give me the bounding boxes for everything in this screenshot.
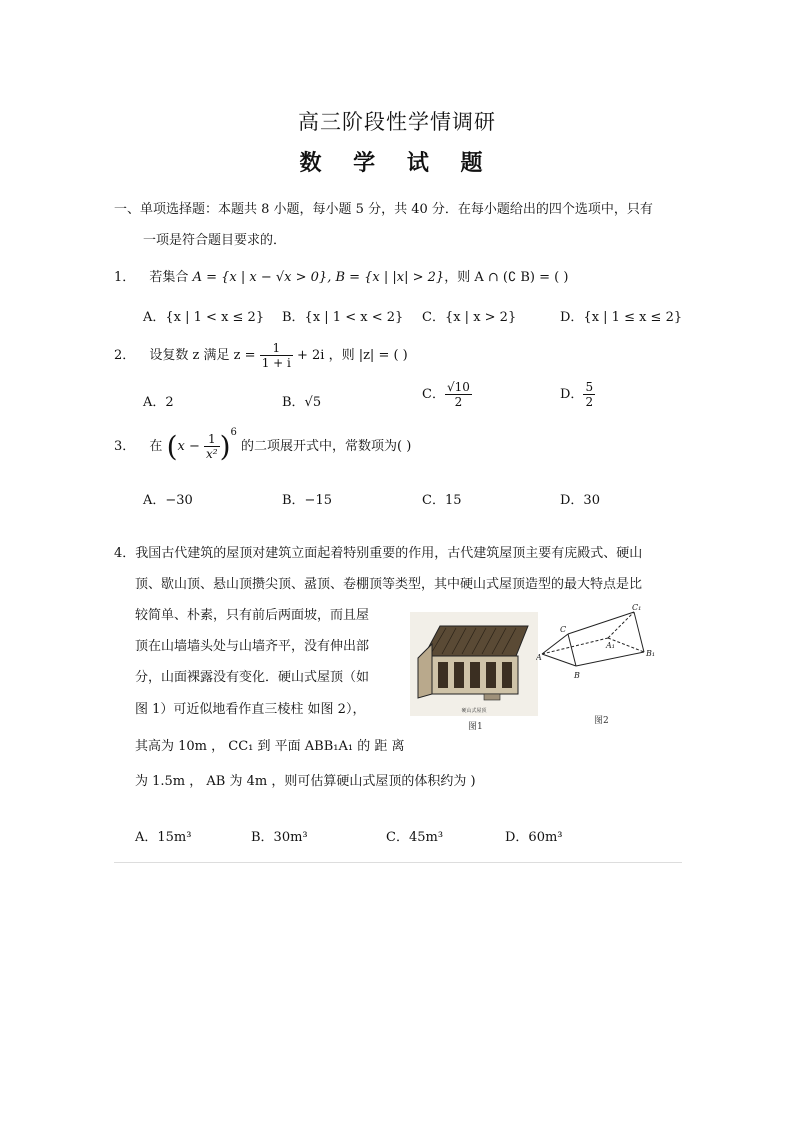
q3-option-d: D．30 xyxy=(560,493,600,508)
page-subtitle: 数 学 试 题 xyxy=(299,150,495,176)
q3-option-c: C．15 xyxy=(422,493,462,508)
figure-1-caption: 图1 xyxy=(468,722,483,732)
question-number: 4． xyxy=(114,546,136,561)
q3-option-a: A．−30 xyxy=(143,493,193,508)
vertex-b1: B₁ xyxy=(646,649,656,658)
figure-1-house-illustration xyxy=(410,612,538,716)
vertex-c1: C₁ xyxy=(632,603,642,612)
vertex-b: B xyxy=(574,671,580,680)
figure-2-prism-diagram xyxy=(536,602,672,700)
q1-option-c: C．{x | x > 2} xyxy=(422,310,517,325)
question-4-line6: 图 1）可近似地看作直三棱柱 如图 2）， xyxy=(135,702,366,717)
q2-option-a: A．2 xyxy=(143,395,174,410)
question-text: 在 xyxy=(149,439,163,454)
question-text: 若集合 xyxy=(149,270,189,285)
question-3-stem: 3． 在 (x − $\frac{1}{\text{x²}}$ )$^6$ 的二项展开式中，常数项为( ) xyxy=(114,426,412,463)
question-number: 1． xyxy=(114,270,136,285)
question-ask: ，则 A ∩ (∁ B) = ( ) xyxy=(444,270,569,285)
q2-option-c: C． $\frac{√10}{2}$ xyxy=(422,380,470,409)
question-4-line5: 分，山面裸露没有变化．硬山式屋顶（如 xyxy=(135,670,370,685)
fraction: $\frac{1}{1 + i}$ xyxy=(261,341,291,370)
set-b: , B = {x | |x| > 2} xyxy=(327,270,445,285)
page-title: 高三阶段性学情调研 xyxy=(298,110,496,134)
question-ask: + 2i ，则 |z| = ( ) xyxy=(296,348,408,363)
question-number: 3． xyxy=(114,439,136,454)
section-heading-line2: 一项是符合题目要求的． xyxy=(143,233,287,248)
question-2-stem xyxy=(114,341,408,370)
figure-2-caption: 图2 xyxy=(594,716,609,726)
question-4-line4: 顶在山墙墙头处与山墙齐平，没有伸出部 xyxy=(135,639,370,654)
bottom-divider xyxy=(114,862,682,863)
q1-option-d: D．{x | 1 ≤ x ≤ 2} xyxy=(560,310,683,325)
question-ask: 的二项展开式中，常数项为( ) xyxy=(241,439,412,454)
q2-option-b: B．√5 xyxy=(282,395,322,410)
question-4-line2: 顶、歇山顶、悬山顶攒尖顶、盝顶、卷棚顶等类型，其中硬山式屋顶造型的最大特点是比 xyxy=(135,577,643,592)
vertex-a: A xyxy=(536,653,542,662)
set-a: A = {x | x − √x > 0} xyxy=(192,270,328,285)
question-text: 设复数 z 满足 z = xyxy=(149,348,256,363)
question-4-line8: 为 1.5m ， AB 为 4m ，则可估算硬山式屋顶的体积约为 ) xyxy=(135,774,476,789)
q4-option-b: B．30m³ xyxy=(251,830,308,845)
question-number: 2． xyxy=(114,348,136,363)
q4-option-d: D．60m³ xyxy=(505,830,563,845)
section-heading-line1: 一、单项选择题：本题共 8 小题，每小题 5 分，共 40 分．在每小题给出的四个选项中，只有 xyxy=(114,202,653,217)
q1-option-a: A．{x | 1 < x ≤ 2} xyxy=(143,310,265,325)
vertex-a1: A₁ xyxy=(606,641,615,650)
figure-1-inner-label: 硬山式屋顶 xyxy=(461,708,487,714)
q4-option-c: C．45m³ xyxy=(386,830,444,845)
q4-option-a: A．15m³ xyxy=(135,830,192,845)
vertex-c: C xyxy=(560,625,567,634)
question-4-line1: 4．我国古代建筑的屋顶对建筑立面起着特别重要的作用，古代建筑屋顶主要有庑殿式、硬山 xyxy=(114,546,643,561)
question-1-stem xyxy=(114,266,568,285)
q2-option-d: D． $\frac{5}{2}$ xyxy=(560,380,594,409)
question-4-line7: 其高为 10m ， CC₁ 到 平面 ABB₁A₁ 的 距 离 xyxy=(135,739,405,754)
q1-option-b: B．{x | 1 < x < 2} xyxy=(282,310,404,325)
question-4-line3: 较简单、朴素，只有前后两面坡，而且屋 xyxy=(135,608,370,623)
q3-option-b: B．−15 xyxy=(282,493,332,508)
